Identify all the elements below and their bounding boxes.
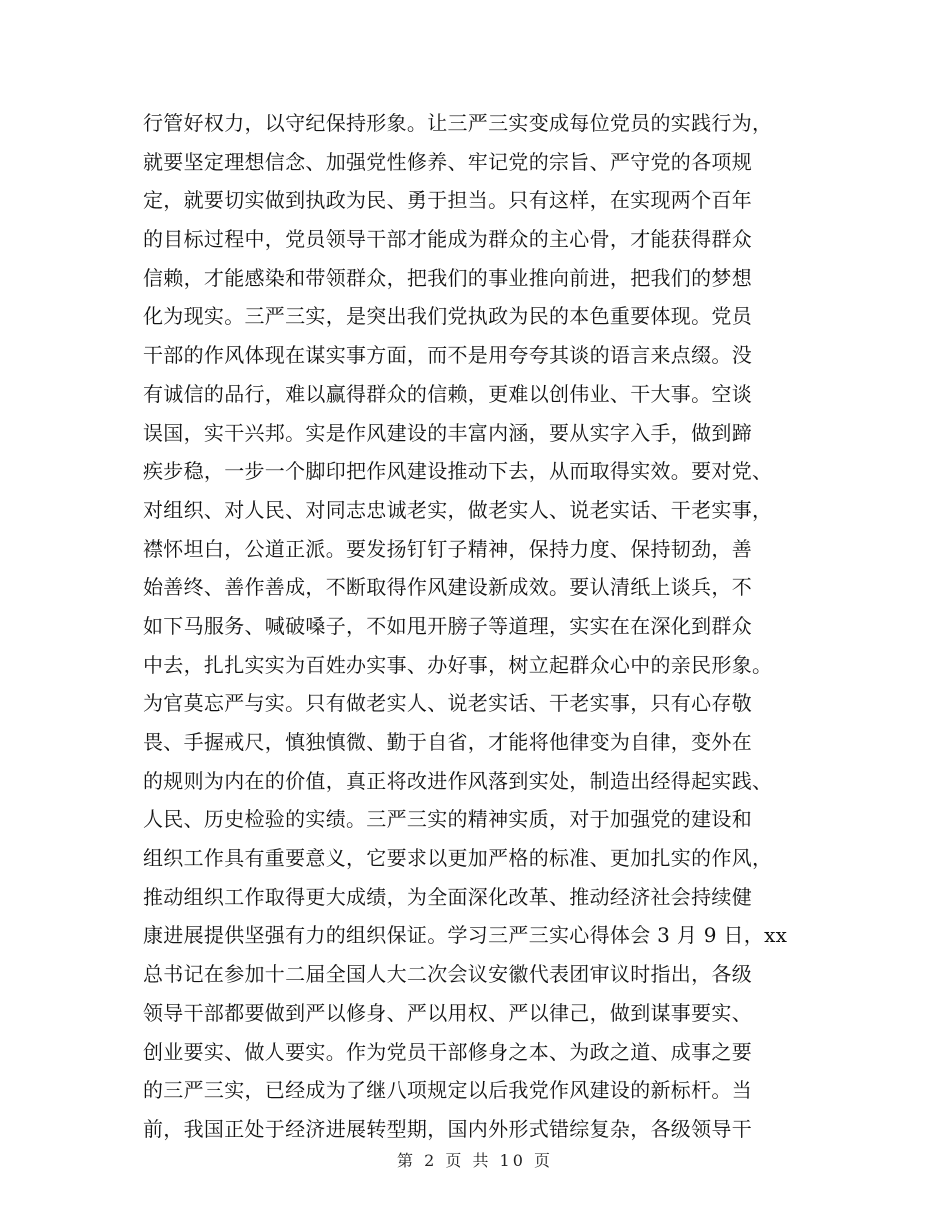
text-line: 的目标过程中，党员领导干部才能成为群众的主心骨，才能获得群众 xyxy=(143,227,752,252)
text-line: 中去，扎扎实实为百姓办实事、办好事，树立起群众心中的亲民形象。 xyxy=(143,652,773,677)
page-footer: 第 2 页 共 10 页 xyxy=(397,1151,553,1170)
text-line: 化为现实。三严三实，是突出我们党执政为民的本色重要体现。党员 xyxy=(143,304,752,329)
text-line: 组织工作具有重要意义，它要求以更加严格的标准、更加扎实的作风， xyxy=(143,846,773,871)
text-line: 为官莫忘严与实。只有做老实人、说老实话、干老实事，只有心存敬 xyxy=(143,691,752,716)
body-text xyxy=(143,104,813,1149)
text-line: 有诚信的品行，难以赢得群众的信赖，更难以创伟业、干大事。空谈 xyxy=(143,381,752,406)
text-line: 行管好权力，以守纪保持形象。让三严三实变成每位党员的实践行为， xyxy=(143,111,773,135)
text-line: 始善终、善作善成，不断取得作风建设新成效。要认清纸上谈兵，不 xyxy=(143,575,752,600)
text-line: 误国，实干兴邦。实是作风建设的丰富内涵，要从实字入手，做到蹄 xyxy=(143,420,752,445)
text-line: 的三严三实，已经成为了继八项规定以后我党作风建设的新标杆。当 xyxy=(143,1078,752,1103)
text-line: 总书记在参加十二届全国人大二次会议安徽代表团审议时指出，各级 xyxy=(143,962,752,987)
text-line: 康进展提供坚强有力的组织保证。学习三严三实心得体会 3 月 9 日，xx xyxy=(143,923,788,948)
text-line: 推动组织工作取得更大成绩，为全面深化改革、推动经济社会持续健 xyxy=(143,884,752,909)
text-line: 创业要实、做人要实。作为党员干部修身之本、为政之道、成事之要 xyxy=(143,1039,752,1064)
text-line: 人民、历史检验的实绩。三严三实的精神实质，对于加强党的建设和 xyxy=(143,807,752,832)
text-line: 就要坚定理想信念、加强党性修养、牢记党的宗旨、严守党的各项规 xyxy=(143,149,752,174)
text-line: 信赖，才能感染和带领群众，把我们的事业推向前进，把我们的梦想 xyxy=(143,265,752,290)
text-line: 如下马服务、喊破嗓子，不如甩开膀子等道理，实实在在深化到群众 xyxy=(143,613,752,638)
text-line: 畏、手握戒尺，慎独慎微、勤于自省，才能将他律变为自律，变外在 xyxy=(143,730,752,754)
text-line: 疾步稳，一步一个脚印把作风建设推动下去，从而取得实效。要对党、 xyxy=(143,459,773,484)
text-line: 定，就要切实做到执政为民、勇于担当。只有这样，在实现两个百年 xyxy=(143,188,752,213)
text-line: 襟怀坦白，公道正派。要发扬钉钉子精神，保持力度、保持韧劲，善 xyxy=(143,536,752,561)
text-line: 干部的作风体现在谋实事方面，而不是用夸夸其谈的语言来点缀。没 xyxy=(143,343,752,368)
text-line: 领导干部都要做到严以修身、严以用权、严以律己，做到谋事要实、 xyxy=(143,1000,752,1025)
text-line: 对组织、对人民、对同志忠诚老实，做老实人、说老实话、干老实事， xyxy=(143,497,773,522)
text-line: 前，我国正处于经济进展转型期，国内外形式错综复杂，各级领导干 xyxy=(143,1116,752,1141)
text-line: 的规则为内在的价值，真正将改进作风落到实处，制造出经得起实践、 xyxy=(143,768,773,793)
